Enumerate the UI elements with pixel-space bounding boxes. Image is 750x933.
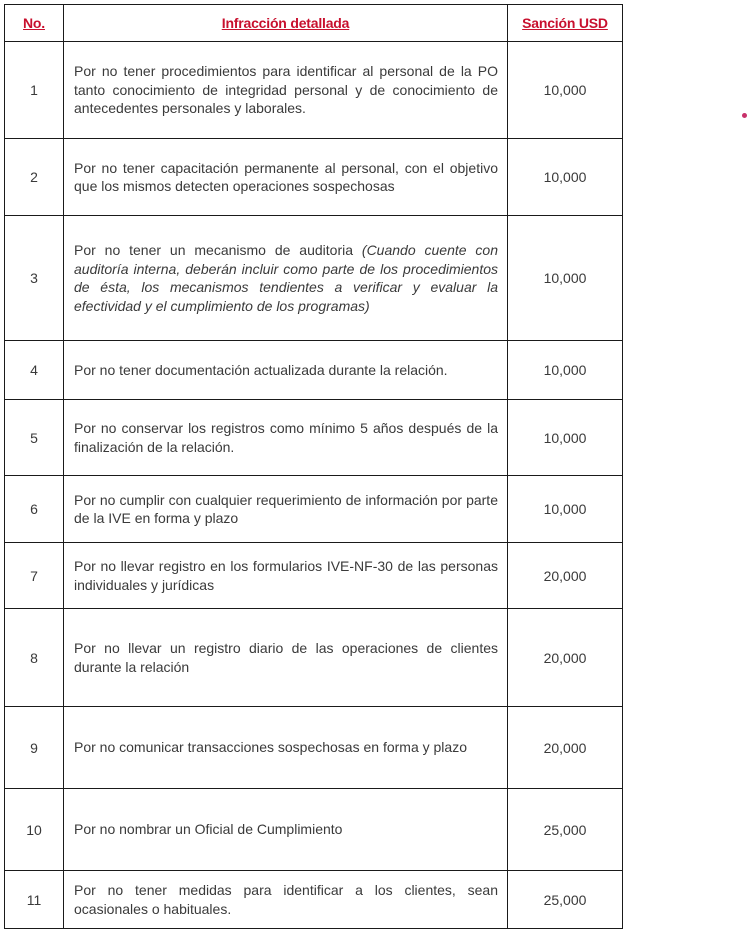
row-number: 11 — [5, 871, 64, 929]
bullet-dot-icon — [742, 113, 747, 118]
header-infraction: Infracción detallada — [64, 5, 508, 42]
row-number: 9 — [5, 707, 64, 789]
header-no: No. — [5, 5, 64, 42]
table-row — [5, 789, 623, 871]
row-sanction-amount: 20,000 — [508, 609, 623, 707]
row-number: 1 — [5, 42, 64, 139]
table-header-row — [5, 5, 623, 42]
row-description: Por no llevar un registro diario de las operaciones de clientes durante la relación — [64, 609, 508, 707]
table-row — [5, 216, 623, 341]
row-sanction-amount: 25,000 — [508, 789, 623, 871]
table-row — [5, 341, 623, 400]
row-description: Por no tener procedimientos para identificar al personal de la PO tanto conocimiento de integridad personal y de conocimiento de antecedentes personales y laborales. — [64, 42, 508, 139]
sanctions-table — [4, 4, 623, 929]
row-sanction-amount: 10,000 — [508, 42, 623, 139]
row-description: Por no tener capacitación permanente al personal, con el objetivo que los mismos detecten operaciones sospechosas — [64, 139, 508, 216]
row-description: Por no cumplir con cualquier requerimiento de información por parte de la IVE en forma y plazo — [64, 476, 508, 543]
row-description: Por no tener un mecanismo de auditoria (Cuando cuente con auditoría interna, deberán incluir como parte de los procedimientos de ésta, los mecanismos tendientes a verificar y evaluar la efectividad y el cumplimiento de los programas) — [64, 216, 508, 341]
row-number: 6 — [5, 476, 64, 543]
row-sanction-amount: 10,000 — [508, 139, 623, 216]
row-sanction-amount: 10,000 — [508, 216, 623, 341]
table-row — [5, 42, 623, 139]
row-description: Por no llevar registro en los formularios IVE-NF-30 de las personas individuales y jurídicas — [64, 543, 508, 609]
row-number: 10 — [5, 789, 64, 871]
row-description: Por no tener documentación actualizada durante la relación. — [64, 341, 508, 400]
row-number: 5 — [5, 400, 64, 476]
row-sanction-amount: 20,000 — [508, 543, 623, 609]
row-sanction-amount: 25,000 — [508, 871, 623, 929]
row-number: 4 — [5, 341, 64, 400]
row-number: 7 — [5, 543, 64, 609]
row-description: Por no tener medidas para identificar a los clientes, sean ocasionales o habituales. — [64, 871, 508, 929]
row-sanction-amount: 10,000 — [508, 341, 623, 400]
row-sanction-amount: 20,000 — [508, 707, 623, 789]
row-description: Por no comunicar transacciones sospechosas en forma y plazo — [64, 707, 508, 789]
table-row — [5, 400, 623, 476]
table-row — [5, 609, 623, 707]
header-sanction: Sanción USD — [508, 5, 623, 42]
table-row — [5, 871, 623, 929]
table-row — [5, 707, 623, 789]
row-sanction-amount: 10,000 — [508, 400, 623, 476]
row-description-italic: (Cuando cuente con auditoría interna, deberán incluir como parte de los procedimientos de ésta, los mecanismos tendientes a verificar y evaluar la efectividad y el cumplimiento de los programas) — [74, 242, 498, 314]
row-number: 3 — [5, 216, 64, 341]
table-row — [5, 543, 623, 609]
row-description: Por no conservar los registros como mínimo 5 años después de la finalización de la relación. — [64, 400, 508, 476]
row-sanction-amount: 10,000 — [508, 476, 623, 543]
row-number: 8 — [5, 609, 64, 707]
row-description: Por no nombrar un Oficial de Cumplimiento — [64, 789, 508, 871]
row-number: 2 — [5, 139, 64, 216]
table-row — [5, 476, 623, 543]
table-row — [5, 139, 623, 216]
